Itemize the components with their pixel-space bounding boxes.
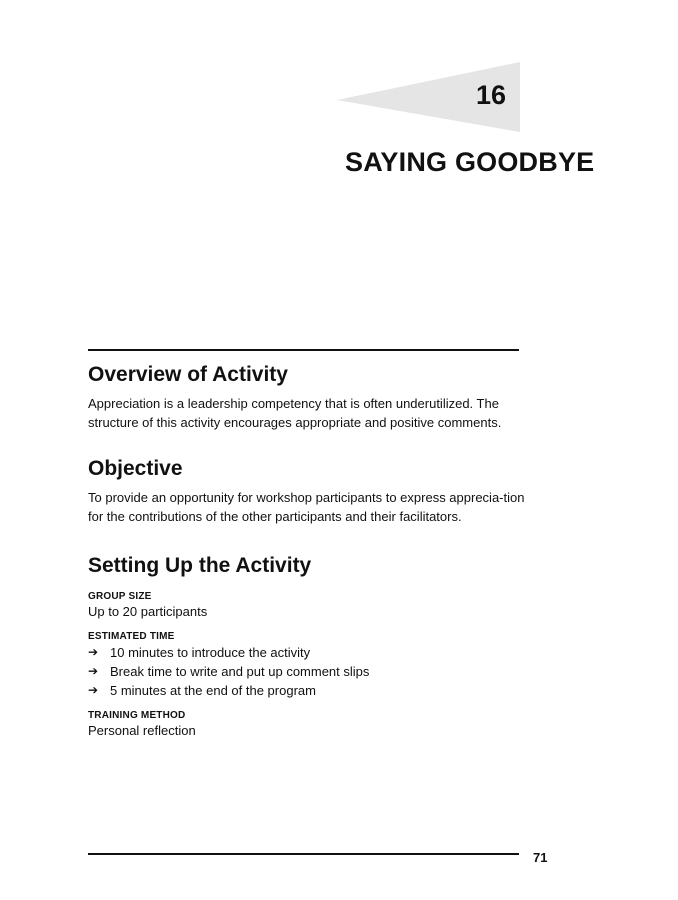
main-content xyxy=(88,360,528,740)
objective-text: To provide an opportunity for workshop participants to express apprecia-tion for the contributions of the other participants and their facilitators. xyxy=(88,490,525,524)
chapter-number: 16 xyxy=(475,80,506,110)
top-divider xyxy=(88,349,519,351)
overview-text: Appreciation is a leadership competency that is often underutilized. The structure of this activity encourages appropriate and positive comments. xyxy=(88,396,502,430)
objective-heading: Objective xyxy=(88,457,183,480)
setup-section xyxy=(88,551,528,740)
list-item xyxy=(88,643,528,662)
chapter-tab xyxy=(337,62,520,132)
group-size-value: Up to 20 participants xyxy=(88,604,208,619)
arrow-right-icon: ➔ xyxy=(88,683,99,697)
list-item-text: 5 minutes at the end of the program xyxy=(110,683,316,698)
bottom-divider xyxy=(88,853,519,855)
group-size-label: GROUP SIZE xyxy=(88,591,152,602)
overview-heading: Overview of Activity xyxy=(88,363,288,386)
training-method-label: TRAINING METHOD xyxy=(88,710,186,721)
list-item-text: Break time to write and put up comment slips xyxy=(110,664,370,679)
page-number: 71 xyxy=(533,850,548,865)
list-item-text: 10 minutes to introduce the activity xyxy=(110,645,311,660)
objective-section xyxy=(88,454,528,526)
estimated-time-list xyxy=(88,643,528,700)
arrow-right-icon: ➔ xyxy=(88,645,99,659)
setup-heading: Setting Up the Activity xyxy=(88,554,312,577)
estimated-time-label: ESTIMATED TIME xyxy=(88,631,175,642)
list-item xyxy=(88,662,528,681)
chapter-title: SAYING GOODBYE xyxy=(345,147,595,177)
overview-section xyxy=(88,360,528,432)
arrow-right-icon: ➔ xyxy=(88,664,99,678)
training-method-value: Personal reflection xyxy=(88,723,196,738)
list-item xyxy=(88,681,528,700)
